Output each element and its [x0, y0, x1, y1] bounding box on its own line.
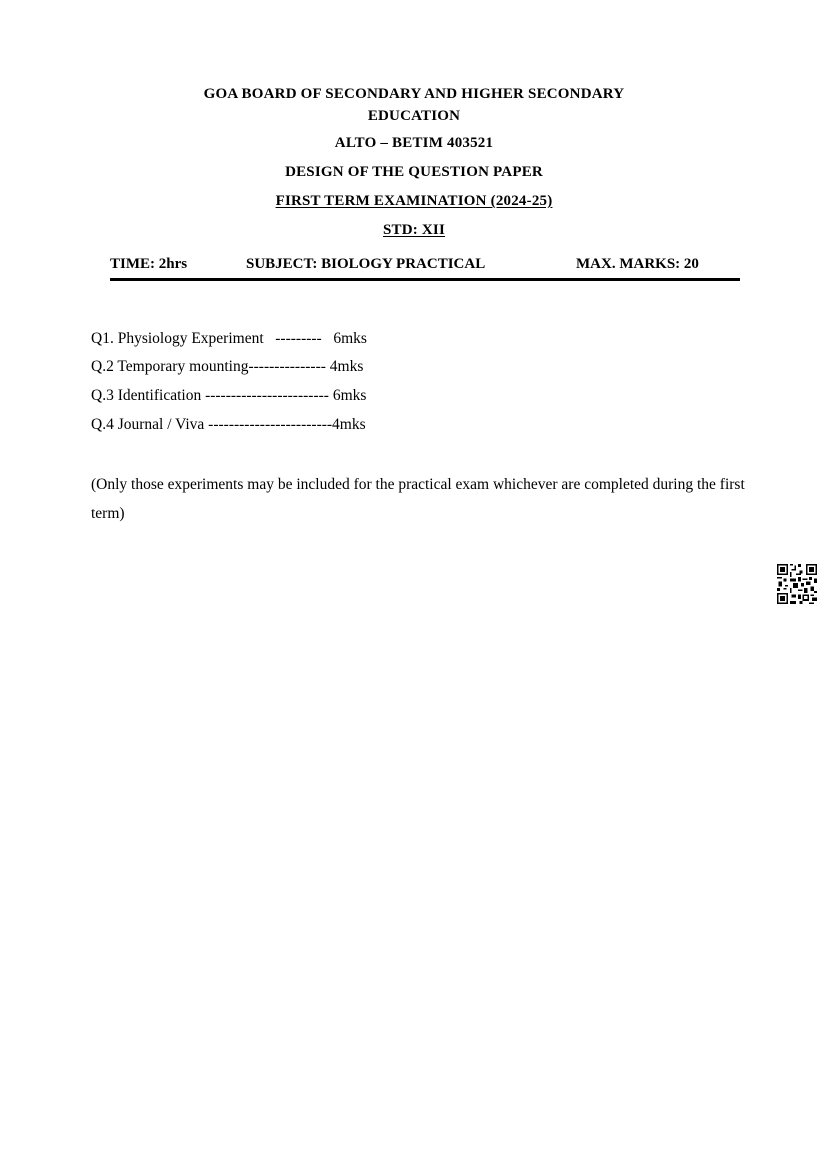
time-label: TIME: 2hrs	[110, 256, 188, 272]
board-name-line2: EDUCATION	[367, 108, 461, 124]
subject-label: SUBJECT: BIOLOGY PRACTICAL	[246, 256, 486, 272]
note-paragraph: (Only those experiments may be included for the practical exam whichever are completed during the first term)	[91, 476, 745, 522]
question-item-4: Q.4 Journal / Viva ------------------------4mks	[91, 416, 366, 433]
max-marks-label: MAX. MARKS: 20	[576, 256, 699, 272]
question-item-2: Q.2 Temporary mounting--------------- 4mks	[91, 358, 364, 375]
board-name-line1: GOA BOARD OF SECONDARY AND HIGHER SECONDARY	[203, 86, 625, 102]
qr-code-icon	[777, 564, 817, 604]
standard-label: STD: XII	[382, 222, 446, 238]
question-item-3: Q.3 Identification ------------------------ 6mks	[91, 387, 367, 404]
board-address: ALTO – BETIM 403521	[334, 135, 494, 151]
exam-info-row	[110, 256, 740, 281]
exam-title: FIRST TERM EXAMINATION (2024-25)	[275, 193, 553, 209]
paper-design-title: DESIGN OF THE QUESTION PAPER	[285, 164, 543, 180]
question-item-1: Q1. Physiology Experiment --------- 6mks	[91, 330, 367, 347]
